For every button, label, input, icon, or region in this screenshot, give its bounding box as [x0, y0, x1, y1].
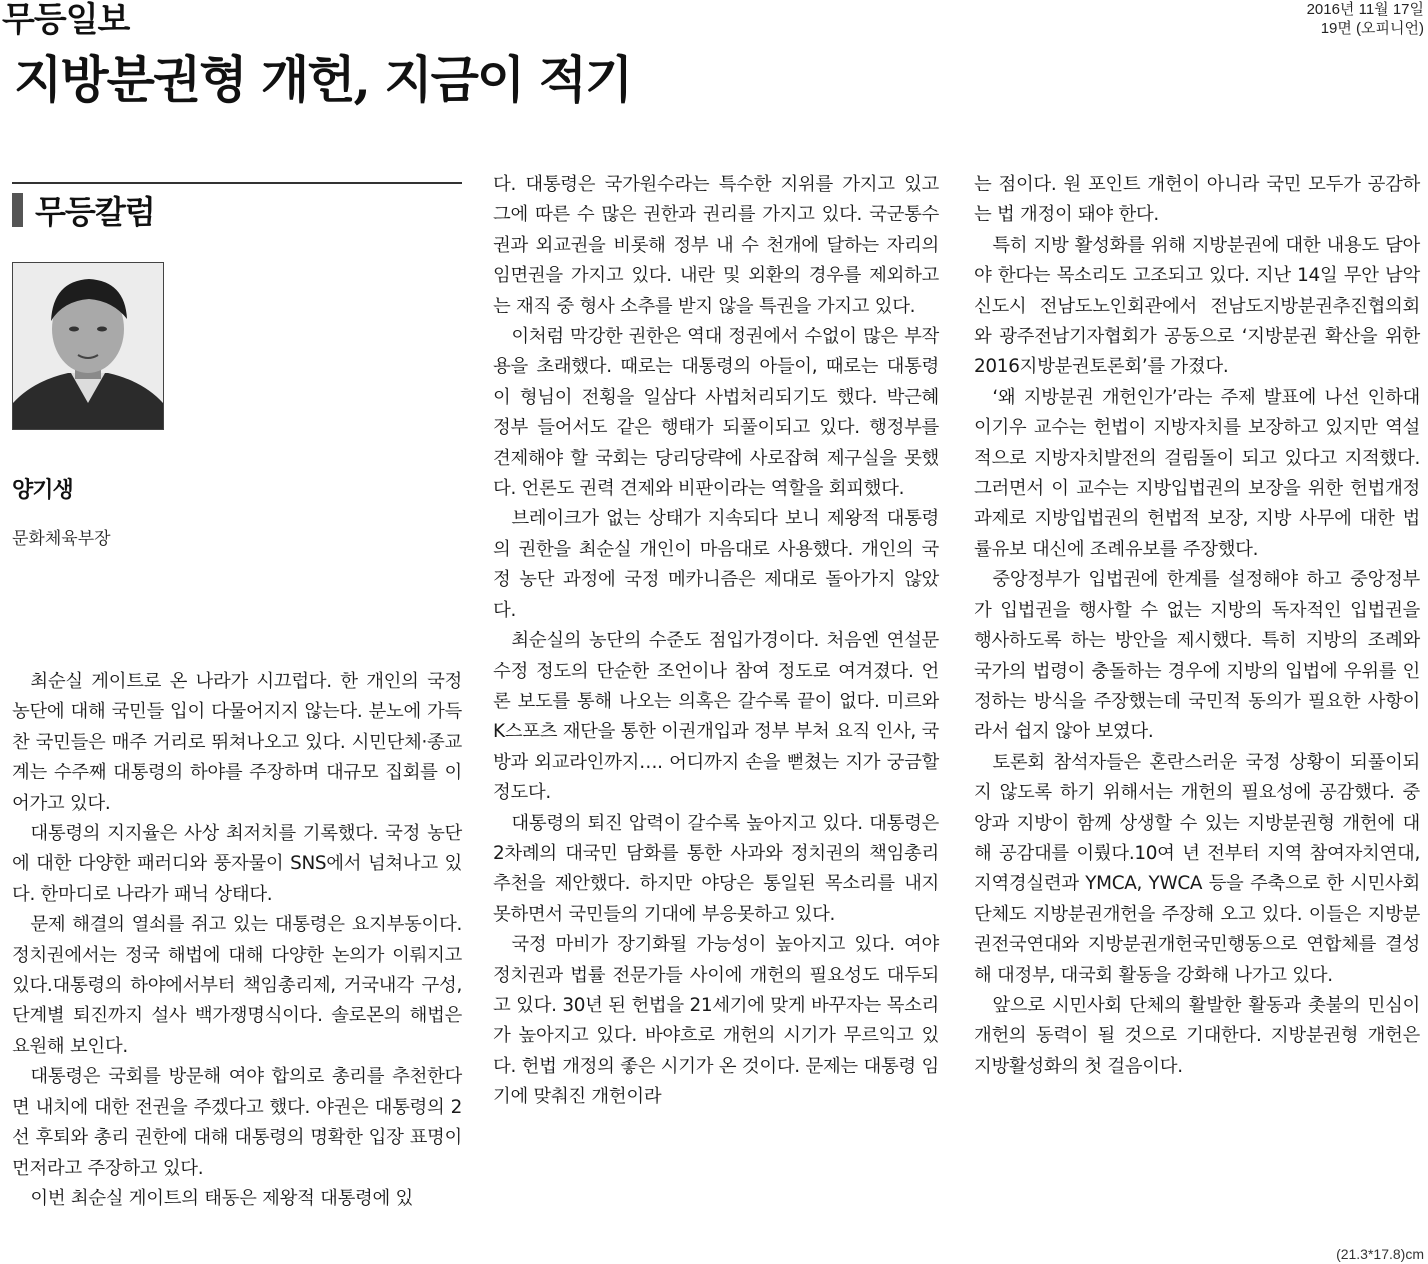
paragraph: 대통령의 퇴진 압력이 갈수록 높아지고 있다. 대통령은 2차례의 대국민 담화를 통한 사과와 정치권의 책임총리 추천을 제안했다. 하지만 야당은 통일된 목소리를 내지 못하면서 국민들의 기대에 부응못하고 있다. [493, 812, 939, 925]
author-photo [12, 262, 164, 430]
column-tag-label: 무등칼럼 [35, 193, 155, 231]
publication-page: 19면 (오피니언) [1320, 20, 1424, 37]
paragraph-continued: 다. 대통령은 국가원수라는 특수한 지위를 가지고 있고 그에 따른 수 많은 권한과 권리를 가지고 있다. 국군통수권과 외교권을 비롯해 정부 내 수 천개에 달하는 자리의 임면권을 가지고 있다. 내란 및 외환의 경우를 제외하고는 재직 중 형사 소추를 받지 않을 특권을 가지고 있다. [493, 174, 939, 317]
column-header-rule [12, 182, 462, 184]
author-portrait-icon [13, 263, 163, 429]
paragraph: 특히 지방 활성화를 위해 지방분권에 대한 내용도 담아야 한다는 목소리도 고조되고 있다. 지난 14일 무안 남악신도시 전남도노인회관에서 전남도지방분권추진협의회와 광주전남기자협회가 공동으로 ‘지방분권 확산을 위한 2016지방분권토론회’를 가졌다. [974, 234, 1420, 378]
paragraph: 최순실의 농단의 수준도 점입가경이다. 처음엔 연설문 수정 정도의 단순한 조언이나 참여 정도로 여겨졌다. 언론 보도를 통해 나오는 의혹은 갈수록 끝이 없다. 미르와 K스포츠 재단을 통한 이권개입과 정부 부처 요직 인사, 국방과 외교라인까지…. 어디까지 손을 뻗쳤는 지가 궁금할 정도다. [493, 630, 939, 804]
paragraph: 문제 해결의 열쇠를 쥐고 있는 대통령은 요지부동이다. 정치권에서는 정국 해법에 대해 다양한 논의가 이뤄지고 있다.대통령의 하야에서부터 책임총리제, 거국내각 구성, 단계별 퇴진까지 설사 백가쟁명식이다. 솔로몬의 해법은 요원해 보인다. [12, 914, 462, 1057]
article-column-1 [12, 667, 462, 1214]
paragraph: 중앙정부가 입법권에 한계를 설정해야 하고 중앙정부가 입법권을 행사할 수 없는 지방의 독자적인 입법권을 행사하도록 하는 방안을 제시했다. 특히 지방의 조례와 국가의 법령이 충돌하는 경우에 지방의 입법에 우위를 인정하는 방식을 주장했는데 국민적 동의가 필요한 사항이라서 쉽지 않아 보였다. [974, 569, 1420, 743]
paragraph: 대통령은 국회를 방문해 여야 합의로 총리를 추천한다면 내치에 대한 전권을 주겠다고 했다. 야권은 대통령의 2선 후퇴와 총리 권한에 대해 대통령의 명확한 입장 표명이 먼저라고 주장하고 있다. [12, 1066, 462, 1179]
article-column-3 [974, 170, 1420, 1082]
publication-date: 2016년 11월 17일 [1306, 1, 1424, 18]
column-tag-bar [12, 193, 23, 227]
publication-meta [1307, 0, 1424, 38]
author-title: 문화체육부장 [12, 529, 111, 549]
paragraph-continued: 는 점이다. 원 포인트 개헌이 아니라 국민 모두가 공감하는 법 개정이 돼야 한다. [974, 174, 1420, 226]
paragraph: 앞으로 시민사회 단체의 활발한 활동과 촛불의 민심이 개헌의 동력이 될 것으로 기대한다. 지방분권형 개헌은 지방활성화의 첫 걸음이다. [974, 994, 1420, 1077]
paragraph: 국정 마비가 장기화될 가능성이 높아지고 있다. 여야 정치권과 법률 전문가들 사이에 개헌의 필요성도 대두되고 있다. 30년 된 헌법을 21세기에 맞게 바꾸자는 목소리가 높아지고 있다. 바야흐로 개헌의 시기가 무르익고 있다. 헌법 개정의 좋은 시기가 온 것이다. 문제는 대통령 임기에 맞춰진 개헌이라 [493, 934, 939, 1108]
paragraph: 최순실 게이트로 온 나라가 시끄럽다. 한 개인의 국정 농단에 대해 국민들 입이 다물어지지 않는다. 분노에 가득찬 국민들은 매주 거리로 뛰쳐나오고 있다. 시민단체·종교계는 수주째 대통령의 하야를 주장하며 대규모 집회를 이어가고 있다. [12, 671, 462, 814]
clipping-size: (21.3*17.8)cm [1336, 1246, 1424, 1262]
paragraph: 이번 최순실 게이트의 태동은 제왕적 대통령에 있 [30, 1187, 413, 1209]
article-headline: 지방분권형 개헌, 지금이 적기 [14, 50, 632, 109]
paragraph: 브레이크가 없는 상태가 지속되다 보니 제왕적 대통령의 권한을 최순실 개인이 마음대로 사용했다. 개인의 국정 농단 과정에 국정 메카니즘은 제대로 돌아가지 않았다. [493, 508, 939, 621]
paragraph: ‘왜 지방분권 개헌인가’라는 주제 발표에 나선 인하대 이기우 교수는 헌법이 지방자치를 보장하고 있지만 역설적으로 지방자치발전의 걸림돌이 되고 있다고 지적했다. 그러면서 이 교수는 지방입법권의 보장을 위한 헌법개정과제로 지방입법권의 헌법적 보장, 지방 사무에 대한 법률유보 대신에 조례유보를 주장했다. [974, 386, 1420, 560]
paragraph: 대통령의 지지율은 사상 최저치를 기록했다. 국정 농단에 대한 다양한 패러디와 풍자물이 SNS에서 넘쳐나고 있다. 한마디로 나라가 패닉 상태다. [12, 823, 462, 905]
column-tag [12, 188, 155, 232]
article-column-2 [493, 170, 939, 1113]
paragraph: 토론회 참석자들은 혼란스러운 국정 상황이 되풀이되지 않도록 하기 위해서는 개헌의 필요성에 공감했다. 중앙과 지방이 함께 상생할 수 있는 지방분권형 개헌에 대해 공감대를 이뤘다.10여 년 전부터 지역 참여자치연대, 지역경실련과 YMCA, YWCA 등을 주축으로 한 시민사회단체도 지방분권개헌을 주장해 오고 있다. 이들은 지방분권전국연대와 지방분권개헌국민행동으로 연합체를 결성해 대정부, 대국회 활동을 강화해 나가고 있다. [974, 751, 1420, 986]
author-name: 양기생 [12, 478, 73, 503]
paragraph: 이처럼 막강한 권한은 역대 정권에서 수없이 많은 부작용을 초래했다. 때로는 대통령의 아들이, 때로는 대통령이 형님이 전횡을 일삼다 사법처리되기도 했다. 박근혜 정부 들어서도 같은 행태가 되풀이되고 있다. 행정부를 견제해야 할 국회는 당리당략에 사로잡혀 제구실을 못했다. 언론도 권력 견제와 비판이라는 역할을 회피했다. [493, 326, 939, 500]
newspaper-masthead: 무등일보 [2, 0, 130, 40]
